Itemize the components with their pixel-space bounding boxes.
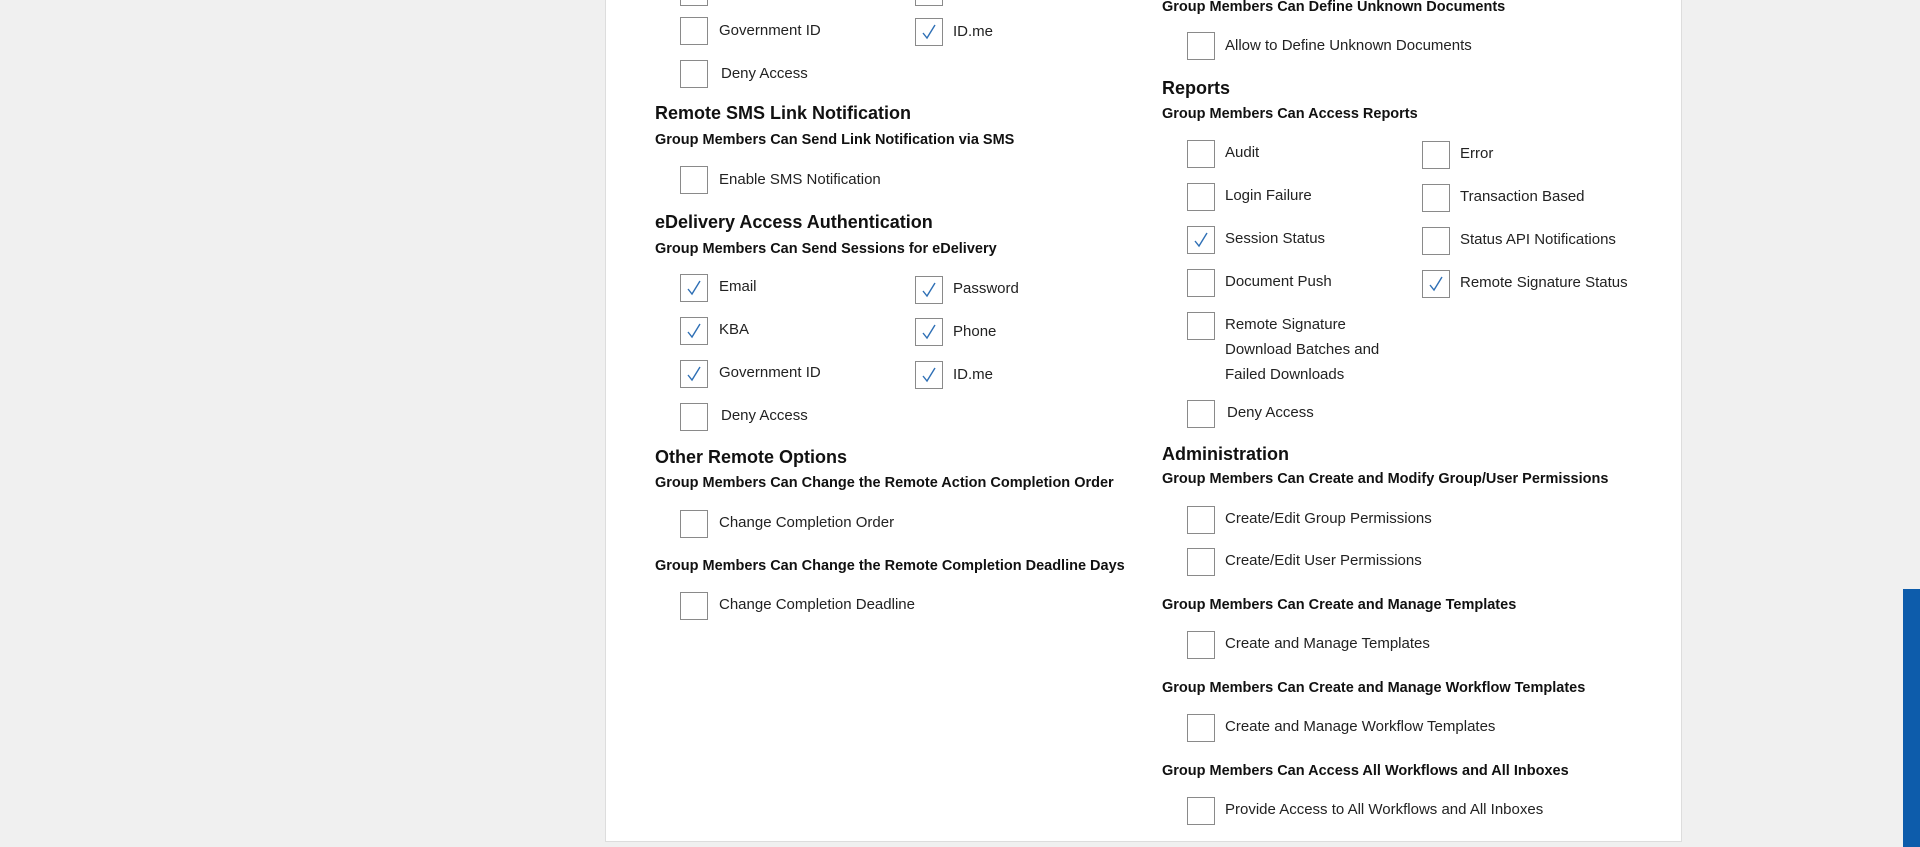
label-government-id: Government ID — [719, 364, 821, 381]
checkmark-icon — [685, 365, 703, 383]
checkbox-deny-access-top[interactable] — [680, 60, 708, 88]
label-remote-signature-download-line1: Remote Signature — [1225, 316, 1346, 333]
checkbox-government-id-top[interactable] — [680, 17, 708, 45]
section-title-sms: Remote SMS Link Notification — [655, 103, 912, 123]
label-transaction-based: Transaction Based — [1460, 188, 1585, 205]
label-password: Password — [953, 280, 1019, 297]
section-subtitle-completion-order: Group Members Can Change the Remote Action Completion Order — [655, 475, 1114, 491]
section-subtitle-reports: Group Members Can Access Reports — [1162, 106, 1418, 122]
label-edit-user-permissions: Create/Edit User Permissions — [1225, 552, 1422, 569]
checkmark-icon — [685, 322, 703, 340]
section-title-other-remote: Other Remote Options — [655, 447, 848, 467]
section-subtitle-edelivery: Group Members Can Send Sessions for eDelivery — [655, 241, 997, 257]
label-change-completion-order: Change Completion Order — [719, 514, 895, 531]
label-document-push: Document Push — [1225, 273, 1332, 290]
checkbox-edit-group-permissions[interactable] — [1187, 506, 1215, 534]
checkbox-remote-signature-status[interactable] — [1422, 270, 1450, 298]
checkbox-remote-signature-download[interactable] — [1187, 312, 1215, 340]
checkbox-login-failure[interactable] — [1187, 183, 1215, 211]
checkbox-enable-sms[interactable] — [680, 166, 708, 194]
checkbox-manage-workflow-templates[interactable] — [1187, 714, 1215, 742]
checkmark-icon — [920, 23, 938, 41]
label-remote-signature-status: Remote Signature Status — [1460, 274, 1628, 291]
label-remote-signature-download-line2: Download Batches and — [1225, 341, 1380, 358]
label-government-id-top: Government ID — [719, 22, 821, 39]
checkbox-manage-templates[interactable] — [1187, 631, 1215, 659]
checkbox-partial-2[interactable] — [915, 0, 943, 6]
checkbox-idme[interactable] — [915, 361, 943, 389]
label-kba: KBA — [719, 321, 750, 338]
label-enable-sms: Enable SMS Notification — [719, 171, 881, 188]
section-title-edelivery: eDelivery Access Authentication — [655, 212, 933, 232]
label-audit: Audit — [1225, 144, 1260, 161]
label-session-status: Session Status — [1225, 230, 1326, 247]
label-manage-workflow-templates: Create and Manage Workflow Templates — [1225, 718, 1496, 735]
checkbox-transaction-based[interactable] — [1422, 184, 1450, 212]
section-subtitle-all-inboxes: Group Members Can Access All Workflows and All Inboxes — [1162, 763, 1569, 779]
checkbox-change-completion-order[interactable] — [680, 510, 708, 538]
label-manage-templates: Create and Manage Templates — [1225, 635, 1430, 652]
section-subtitle-permissions: Group Members Can Create and Modify Group/User Permissions — [1162, 471, 1609, 487]
label-status-api-notifications: Status API Notifications — [1460, 231, 1616, 248]
scrollbar-thumb[interactable] — [1903, 589, 1920, 847]
label-deny-access-edelivery: Deny Access — [721, 407, 808, 424]
label-deny-access-reports: Deny Access — [1227, 404, 1314, 421]
checkbox-idme-top[interactable] — [915, 18, 943, 46]
checkmark-icon — [920, 323, 938, 341]
checkbox-audit[interactable] — [1187, 140, 1215, 168]
checkbox-access-all-inboxes[interactable] — [1187, 797, 1215, 825]
checkbox-deny-access-reports[interactable] — [1187, 400, 1215, 428]
checkbox-email[interactable] — [680, 274, 708, 302]
label-phone: Phone — [953, 323, 997, 340]
label-access-all-inboxes: Provide Access to All Workflows and All Inboxes — [1225, 801, 1544, 818]
checkbox-edit-user-permissions[interactable] — [1187, 548, 1215, 576]
section-title-administration: Administration — [1162, 444, 1290, 464]
label-error: Error — [1460, 145, 1494, 162]
section-subtitle-workflow-templates: Group Members Can Create and Manage Workflow Templates — [1162, 680, 1586, 696]
checkbox-deny-access-edelivery[interactable] — [680, 403, 708, 431]
checkbox-document-push[interactable] — [1187, 269, 1215, 297]
label-idme-top: ID.me — [953, 23, 994, 40]
checkmark-icon — [1192, 231, 1210, 249]
checkbox-kba[interactable] — [680, 317, 708, 345]
section-subtitle-unknown-docs: Group Members Can Define Unknown Documents — [1162, 0, 1506, 15]
label-idme: ID.me — [953, 366, 994, 383]
checkbox-status-api-notifications[interactable] — [1422, 227, 1450, 255]
checkbox-phone[interactable] — [915, 318, 943, 346]
label-edit-group-permissions: Create/Edit Group Permissions — [1225, 510, 1432, 527]
checkbox-change-completion-deadline[interactable] — [680, 592, 708, 620]
label-change-completion-deadline: Change Completion Deadline — [719, 596, 915, 613]
label-email: Email — [719, 278, 757, 295]
checkmark-icon — [685, 279, 703, 297]
section-title-reports: Reports — [1162, 78, 1231, 98]
label-login-failure: Login Failure — [1225, 187, 1312, 204]
checkbox-error[interactable] — [1422, 141, 1450, 169]
section-subtitle-templates: Group Members Can Create and Manage Templates — [1162, 597, 1517, 613]
checkbox-session-status[interactable] — [1187, 226, 1215, 254]
section-subtitle-deadline-days: Group Members Can Change the Remote Completion Deadline Days — [655, 558, 1125, 574]
label-remote-signature-download-line3: Failed Downloads — [1225, 366, 1345, 383]
checkmark-icon — [920, 366, 938, 384]
section-subtitle-sms: Group Members Can Send Link Notification via SMS — [655, 132, 1015, 148]
checkbox-government-id[interactable] — [680, 360, 708, 388]
checkbox-password[interactable] — [915, 276, 943, 304]
label-define-unknown-docs: Allow to Define Unknown Documents — [1225, 37, 1472, 54]
checkmark-icon — [920, 281, 938, 299]
label-deny-access-top: Deny Access — [721, 65, 808, 82]
checkmark-icon — [1427, 275, 1445, 293]
checkbox-partial-1[interactable] — [680, 0, 708, 6]
checkbox-define-unknown-docs[interactable] — [1187, 32, 1215, 60]
